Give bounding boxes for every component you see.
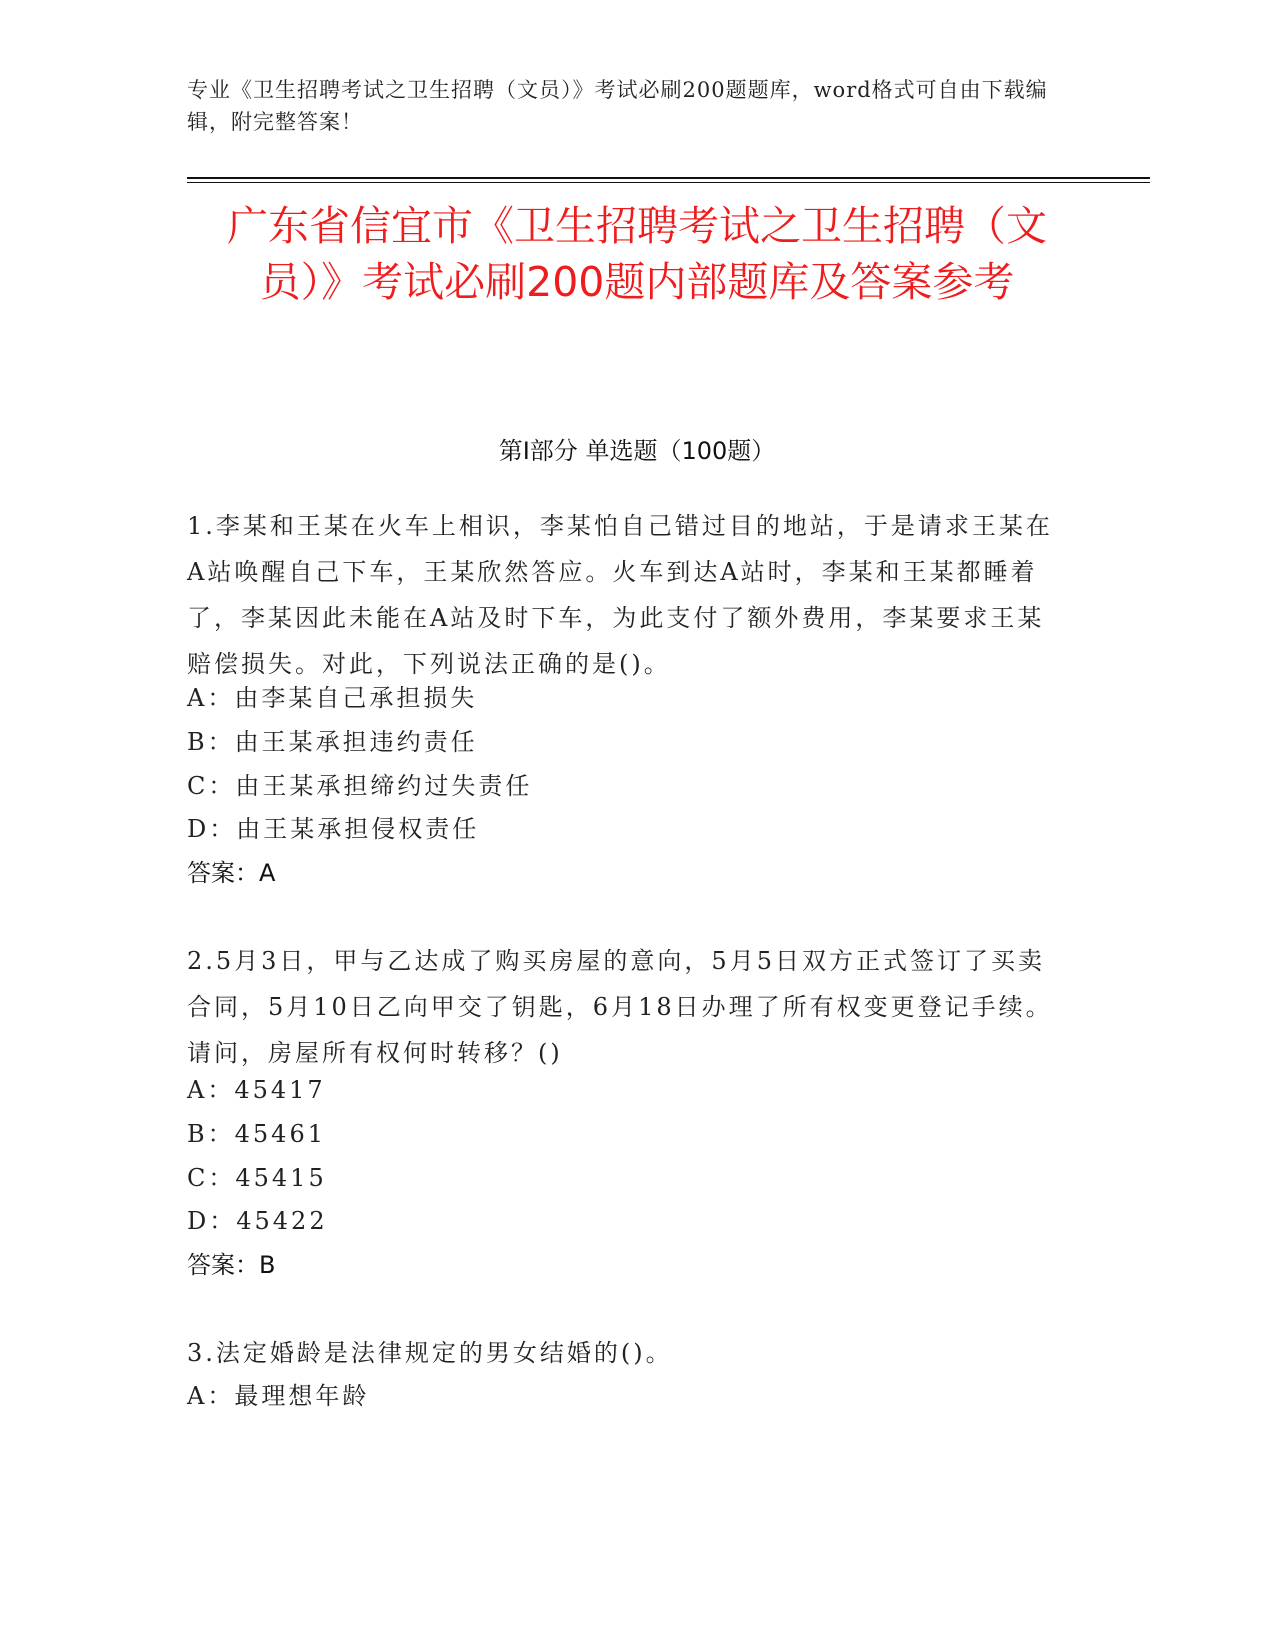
question-2-option-d: D：45422: [187, 1207, 328, 1235]
question-2-answer: 答案：B: [187, 1251, 276, 1279]
question-2-option-c: C：45415: [187, 1164, 327, 1192]
question-2-text: 2.5月3日，甲与乙达成了购买房屋的意向，5月5日双方正式签订了买卖合同，5月10日乙向甲交了钥匙，6月18日办理了所有权变更登记手续。请问，房屋所有权何时转移？(): [187, 947, 1053, 1067]
question-2-option-a: A：45417: [187, 1076, 326, 1104]
question-1-option-a: A：由李某自己承担损失: [187, 684, 478, 712]
question-3-text: 3.法定婚龄是法律规定的男女结婚的()。: [187, 1339, 673, 1367]
header-rule-thin: [187, 182, 1150, 183]
header-rule-thick: [187, 177, 1150, 179]
question-1-answer: 答案：A: [187, 859, 276, 887]
question-1-option-c: C：由王某承担缔约过失责任: [187, 772, 533, 800]
question-3-option-a: A：最理想年龄: [187, 1382, 370, 1410]
document-title: 广东省信宜市《卫生招聘考试之卫生招聘（文员）》考试必刷200题内部题库及答案参考: [227, 202, 1047, 306]
question-1-option-d: D：由王某承担侵权责任: [187, 815, 480, 843]
question-1-text: 1.李某和王某在火车上相识，李某怕自己错过目的地站，于是请求王某在A站唤醒自己下车，王某欣然答应。火车到达A站时，李某和王某都睡着了，李某因此未能在A站及时下车，为此支付了额外费用，李某要求王某赔偿损失。对此，下列说法正确的是()。: [187, 512, 1053, 678]
section-heading: 第Ⅰ部分 单选题（100题）: [498, 437, 776, 465]
header-note: 专业《卫生招聘考试之卫生招聘（文员）》考试必刷200题题库，word格式可自由下载编辑，附完整答案！: [187, 78, 1048, 134]
question-2-option-b: B：45461: [187, 1120, 326, 1148]
question-1-option-b: B：由王某承担违约责任: [187, 728, 478, 756]
